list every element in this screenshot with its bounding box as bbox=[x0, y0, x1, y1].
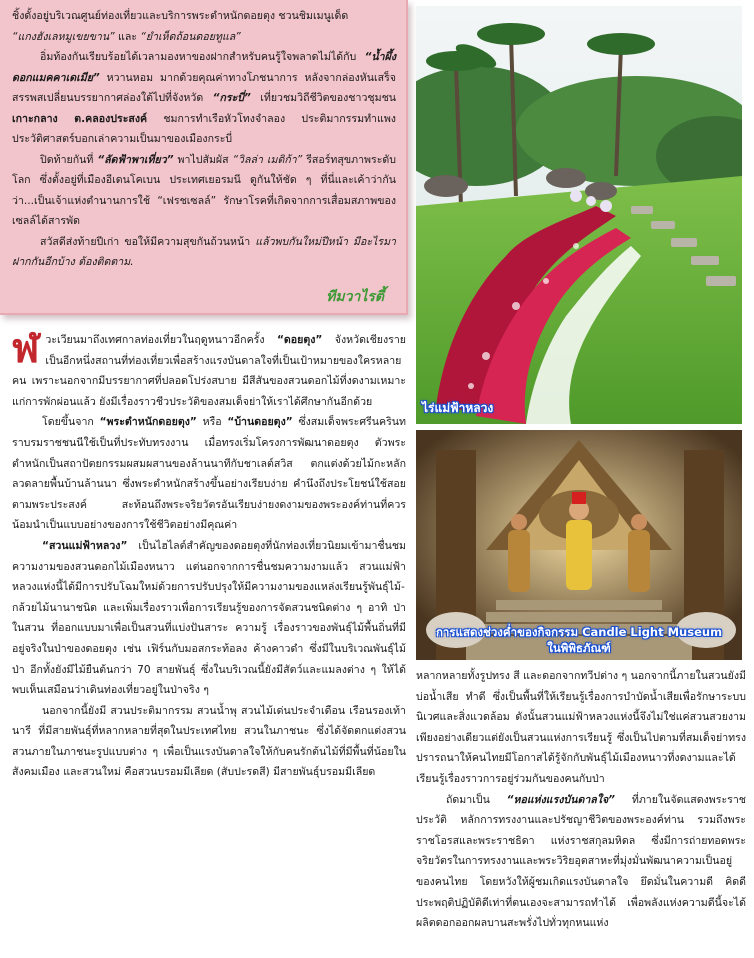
sidebar-paragraph: ชิ้งดั้งอยู่บริเวณศูนย์ท่องเที่ยวและบริการพระตำหนักดอยตุง ชวนชิมเมนูเด็ด “แกงฮังเลหมูเขยขาน” และ “ยำเห็ดถ้อนดอยทูแล” bbox=[12, 10, 349, 43]
article-column-right bbox=[416, 666, 746, 934]
sidebar-paragraph: อิ่มท้องกันเรียบร้อยได้เวลามองหาของฝากสำหรับคนรู้ใจพลาดไม่ได้กับ “น้ำผึ้งดอกแมคคาเดเมีย” หวานหอม มากด้วยคุณค่าทางโภชนาการ หลังจากล่องหันเสร็จสรรพสเปลี่ยนบรรยากาศล่องใต้ไปที่จังหวัด “กระบี่” เที่ยวชมวิถีชีวิตของชาวชุมชน เกาะกลาง ต.คลองประสงค์ ชมการทำเรือหัวโทงจำลอง ประติมากรรมทำแพงประวัติศาสตร์บอกเล่าความเป็นมาของเมืองกระบี่ bbox=[12, 51, 396, 145]
article-paragraph: หลากหลายทั้งรูปทรง สี และดอกจากทวีปต่าง ๆ นอกจากนี้ภายในสวนยังมีบ่อน้ำเสีย ทำดี ซึ่งเป็นพื้นที่ให้เรียนรู้เรื่องการบำบัดน้ำเสียเพื่อรักษาระบบนิเวศและสิ่งแวดล้อม ดังนั้นสวนแม่ฟ้าหลวงแห่งนี้จึงไม่ใช่แค่สวนสวยงามเพียงอย่างเดียวแต่ยังเป็นสวนแห่งการเรียนรู้ ซึ่งเป็นไปตามที่สมเด็จย่าทรงปรารถนาให้คนไทยมีโอกาสได้รู้จักกับพันธุ์ไม้เมืองหนาวที่งดงามและได้เรียนรู้เรื่องราวการอยู่ร่วมกันของคนกับป่า bbox=[416, 670, 746, 785]
drop-cap: ฬ bbox=[12, 325, 40, 372]
garden-photo-caption: ไร่แม่ฟ้าหลวง bbox=[422, 401, 494, 415]
museum-photo bbox=[416, 430, 742, 660]
article-paragraph: ถัดมาเป็น “หอแห่งแรงบันดาลใจ” ที่ภายในจัดแสดงพระราชประวัติ หลักการทรงงานและปรัชญาชีวิตของพระองค์ท่าน รวมถึงพระราชโอรสและพระราชธิดา แห่งราชสกุลมหิดล ซึ่งมีการถ่ายทอดพระจริยวัตรในการทรงงานและพระวิริยอุตสาหะที่มุ่งมั่นพัฒนาความเป็นอยู่ของคนไทย โดยหวังให้ผู้ชมเกิดแรงบันดาลใจ ยึดมั่นในความดี คิดดี ประพฤติปฏิบัติดีเท่าที่ตนเองจะสามารถทำได้ เพื่อพลังแห่งความดีนี้จะได้ผลิตดอกออกผลบานสะพรั่งไปทั่วทุกหนแห่ง bbox=[416, 793, 746, 930]
museum-photo-caption-line2: ในพิพิธภัณฑ์ bbox=[547, 641, 611, 655]
article-paragraph: โดยขึ้นจาก “พระตำหนักดอยตุง” หรือ “บ้านดอยตุง” ซึ่งสมเด็จพระศรีนครินทราบรมราชชนนีใช้เป็นที่ประทับทรงงาน เมื่อทรงเริ่มโครงการพัฒนาดอยตุง ตัวพระตำหนักเป็นสถาปัตยกรรมผสมผสานของล้านนาทีกับชาเลต์สวิส ตกแต่งด้วยไม้กะหลักลวดลายพื้นบ้านล้านนา ซึ่งพระตำหนักสร้างขึ้นอย่างเรียบง่าย คำนึงถึงประโยชน์ใช้สอยตามพระประสงค์ สะท้อนถึงพระจริยวัตรอันเรียบง่ายงดงามของพระองค์ท่านที่ควรน้อมนำเป็นแบบอย่างของการใช้ชีวิตอย่างมีคุณค่า bbox=[12, 416, 406, 532]
museum-photo-caption: การแสดงช่วงค่ำของกิจกรรม Candle Light Museum bbox=[435, 625, 723, 639]
sidebar-text bbox=[12, 6, 396, 273]
article-paragraph: “สวนแม่ฟ้าหลวง” เป็นไฮไลต์สำคัญของดอยตุงที่นักท่องเที่ยวนิยมเข้ามาชื่นชมความงามของสวนดอกไม้เมืองหนาว แต่นอกจากการชื่นชมความงามแล้ว สวนแม่ฟ้าหลวงแห่งนี้ได้มีการปรับโฉมใหม่ด้วยการปรับปรุงให้มีความงามของแหล่งเรียนรู้พันธุ์ไม้-กล้วยไม้นานาชนิด และเพิ่มเรื่องราวเพื่อการเรียนรู้ของการจัดสวนชนิดต่าง ๆ อาทิ ป่าในสวน ที่ออกแบบมาเพื่อเป็นสวนที่แบ่งปันสาระ ความรู้ เรื่องราวของพันธุ์ไม้พื้นถิ่นที่มีอยู่จริงในป่าของดอยตุง เช่น เฟิร์นกับมอสกระท้อลง ค้างคาวดำ ซึ่งมีในบริเวณพันธุ์ไม้ป่า อีกทั้งยังมีไม้ยืนต้นกว่า 70 สายพันธุ์ ซึ่งในบริเวณนี้ยังมีสัตว์และแมลงต่าง ๆ ให้ได้พบเห็นเสมือนว่าเดินท่องเที่ยวอยู่ในป่าจริง ๆ bbox=[12, 539, 406, 697]
article-column-left bbox=[12, 325, 406, 783]
garden-illustration bbox=[416, 6, 742, 424]
sidebar-paragraph: ปิดท้ายกันที่ “ลัดฟ้าพาเที่ยว” พาไปสัมผัส “วิลล่า เมดิก้า” รีสอร์ทสุขภาพระดับโลก ซึ่งตั้งอยู่ที่เมืองอีเดนโคเบน ประเทศเยอรมนี ดูกันให้ชัด ๆ ที่นี่และเค้าว่ากันว่า...เป็นเจ้าแห่งตำนานการใช้ “เฟรชเซลล์” รักษาโรคที่เกิดจากการเสื่อมสภาพของเซลล์ได้สารพัด bbox=[12, 153, 396, 227]
signature: ทีมวาไรตี้ bbox=[326, 289, 384, 305]
article-paragraph: นอกจากนี้ยังมี สวนประติมากรรม สวนน้ำพุ สวนไม้เด่นประจำเดือน เรือนรองเท้านารี ที่มีสายพันธุ์ที่หลากหลายที่สุดในประเทศไทย สวนในภาชนะ ซึ่งได้จัดตกแต่งสวนสวนภายในภาชนะรูปแบบต่าง ๆ เพื่อเป็นแรงบันดาลใจให้กับคนรักต้นไม้ที่มีพื้นที่น้อยในสังคมเมือง และสวนใหม่ คือสวนบรอมมีเลียด (สับปะรดสี) มีสายพันธุ์บรอมมีเลียด bbox=[12, 704, 406, 779]
article-paragraph: ฬวะเวียนมาถึงเทศกาลท่องเที่ยวในฤดูหนาวอีกครั้ง “ดอยตุง” จังหวัดเชียงราย เป็นอีกหนึ่งสถานที่ท่องเที่ยวเพื่อสร้างแรงบันดาลใจที่เป็นเป้าหมายของใครหลายคน เพราะนอกจากมีบรรยากาศที่ปลอดโปร่งสบาย มีสีสันของสวนดอกไม้ที่งดงามเหมาะแก่การพักผ่อนแล้ว ยังมีเรื่องราวชีวประวัติของสมเด็จย่าให้เราได้ศึกษากันอีกด้วย bbox=[12, 325, 406, 408]
sidebar-box bbox=[0, 0, 408, 315]
sidebar-paragraph: สวัสดีส่งท้ายปีเก่า ขอให้มีความสุขกันถ้วนหน้า แล้วพบกันใหม่ปีหน้า มีอะไรมาฝากกันอีกบ้าง ต้องติดตาม. bbox=[12, 235, 396, 268]
garden-photo bbox=[416, 6, 742, 424]
